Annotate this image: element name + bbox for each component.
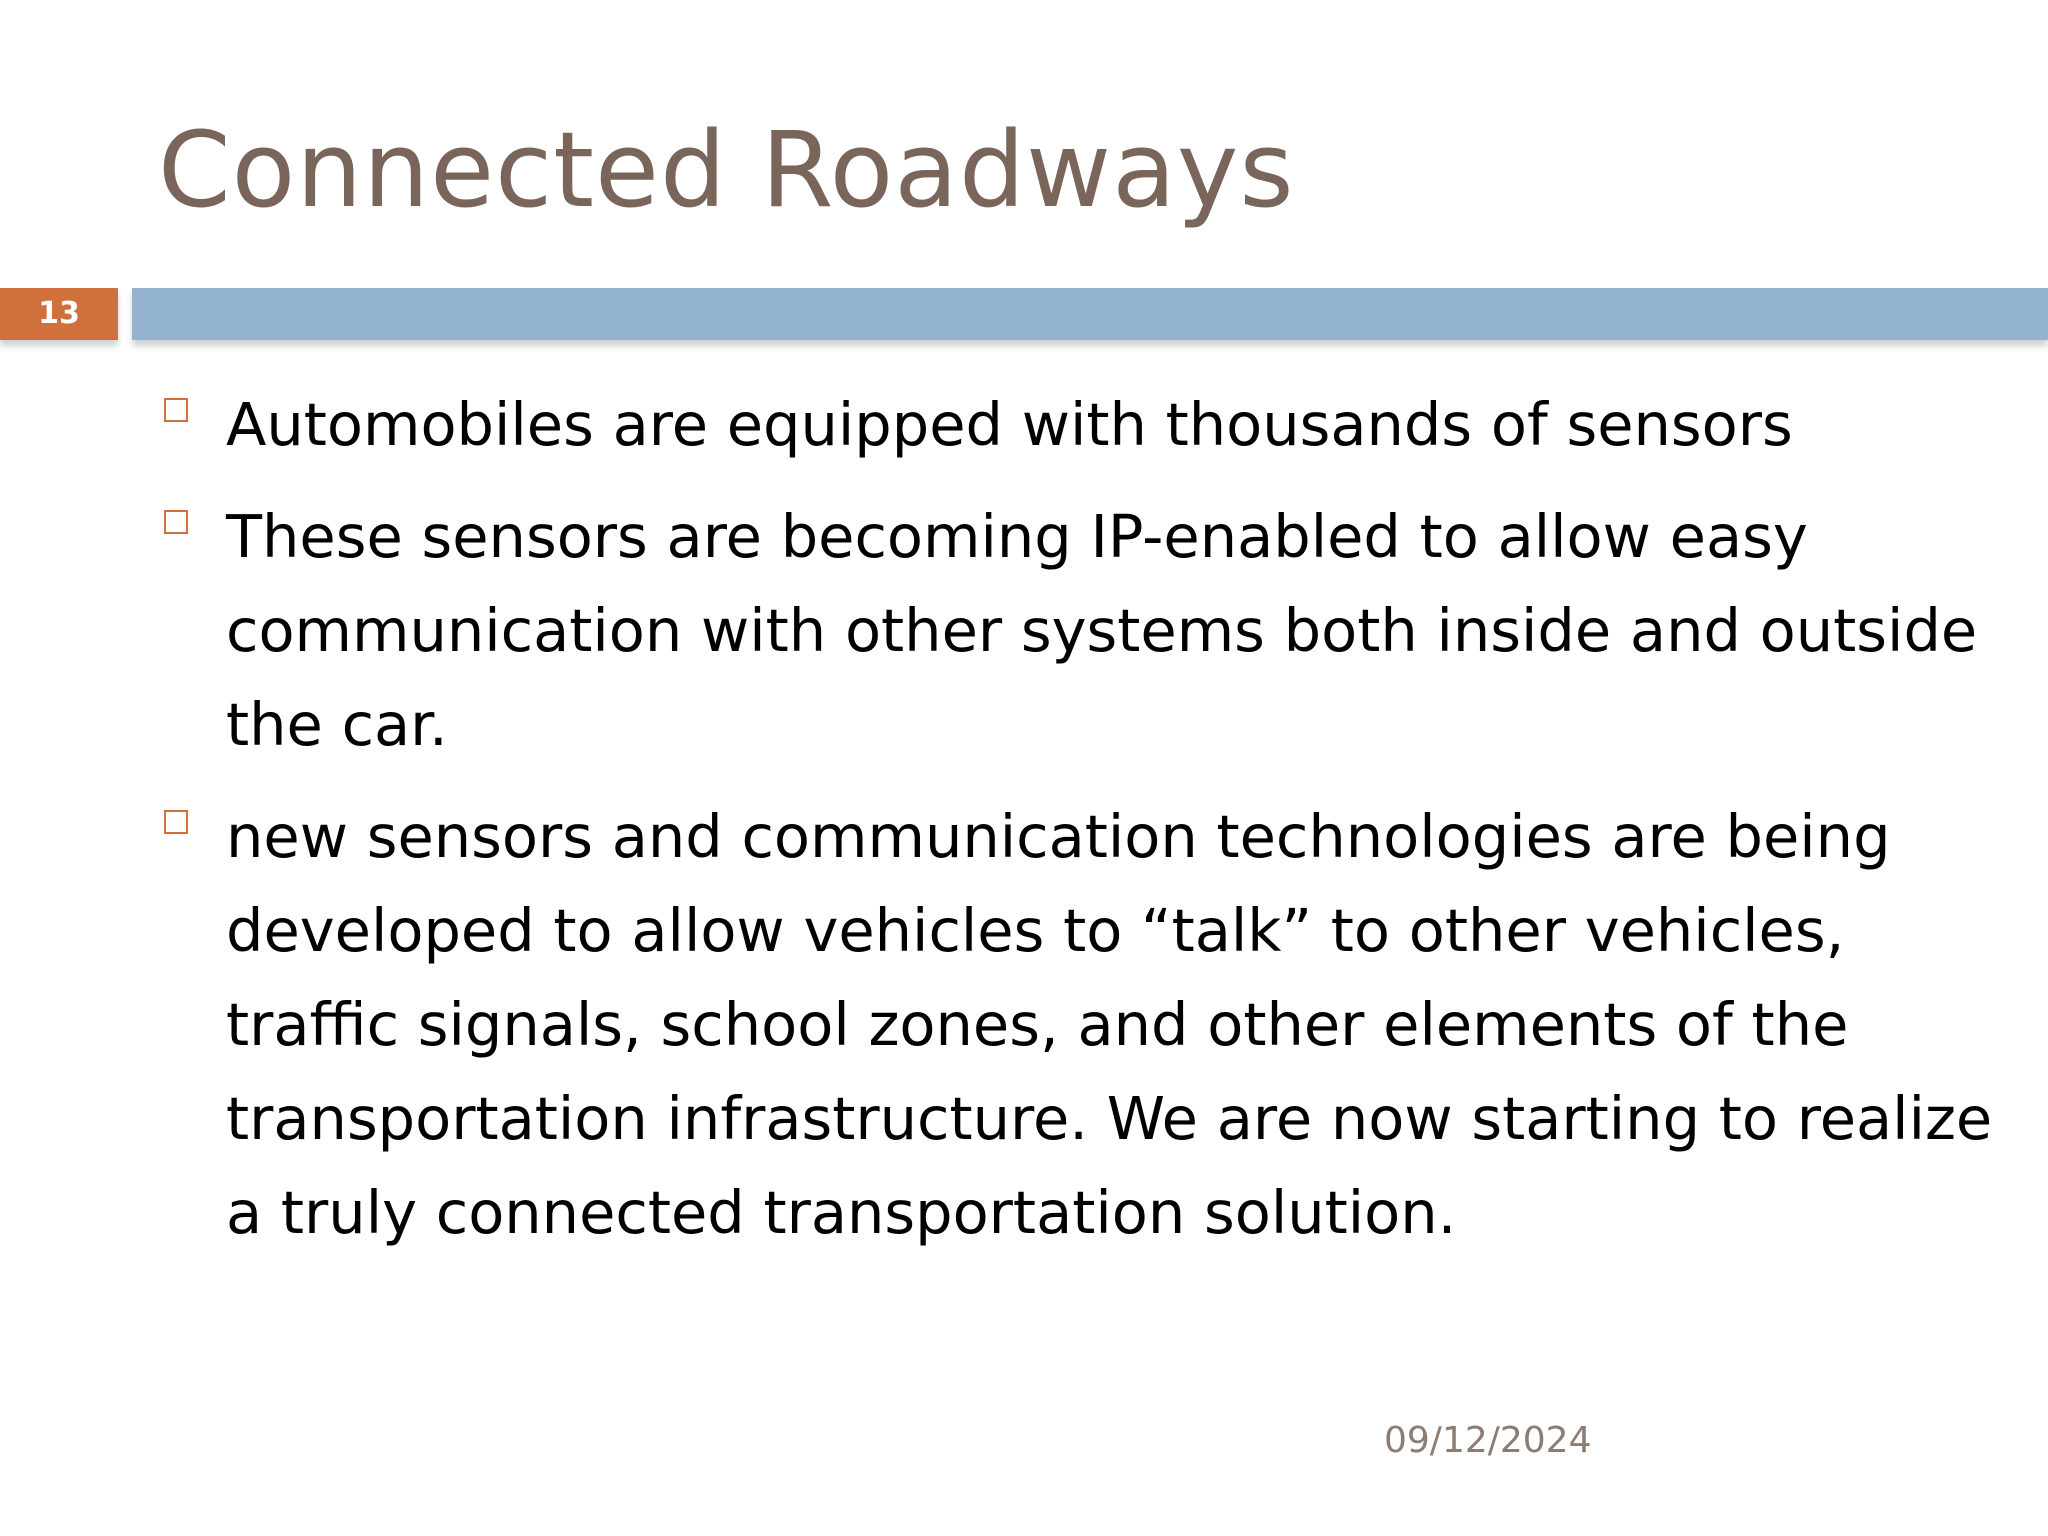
slide-title: Connected Roadways	[158, 109, 1295, 231]
title-divider-bar	[132, 288, 2048, 340]
bullet-text: Automobiles are equipped with thousands of sensors	[226, 390, 1793, 459]
slide-number-badge: 13	[0, 288, 118, 340]
hollow-square-icon	[164, 510, 188, 534]
bullet-item	[158, 790, 1998, 1260]
hollow-square-icon	[164, 398, 188, 422]
bullet-text: These sensors are becoming IP-enabled to allow easy communication with other systems both inside and outside the car.	[226, 502, 1978, 759]
bullet-list	[158, 378, 1998, 1278]
bullet-item	[158, 490, 1998, 772]
bullet-text: new sensors and communication technologies are being developed to allow vehicles to “talk” to other vehicles, traffic signals, school zones, and other elements of the transportation infrastructure. We are now starting to realize a truly connected transportation solution.	[226, 802, 1993, 1247]
bullet-item	[158, 378, 1998, 472]
hollow-square-icon	[164, 810, 188, 834]
slide-date: 09/12/2024	[1384, 1420, 1592, 1461]
